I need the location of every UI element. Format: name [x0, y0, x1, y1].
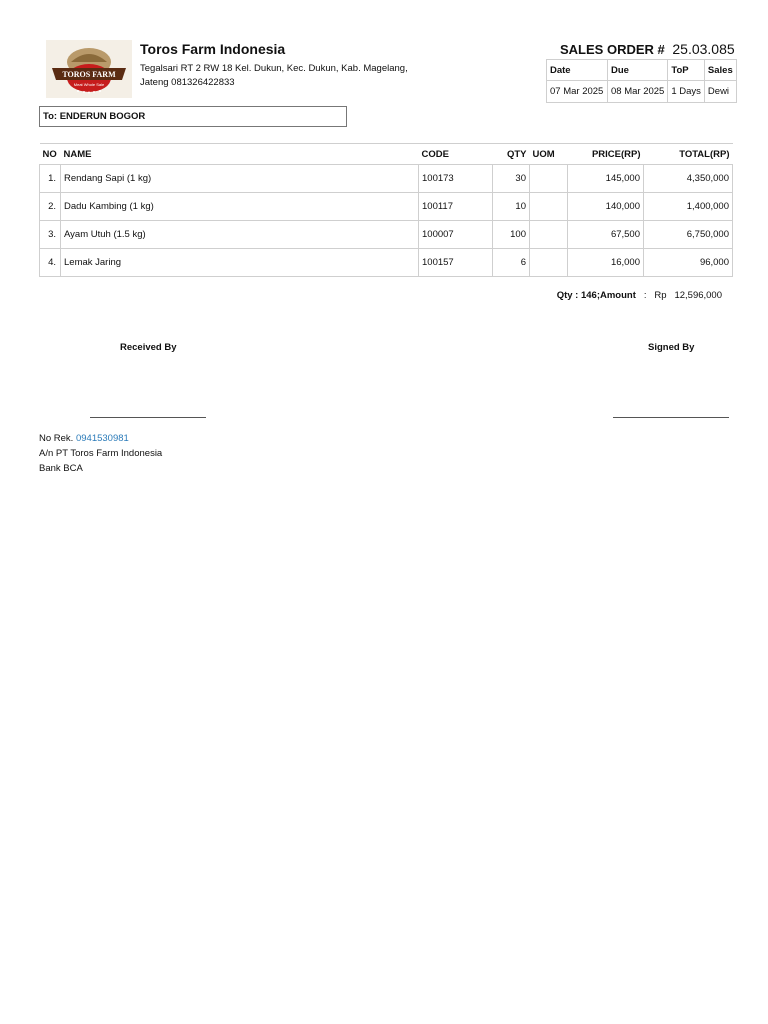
total-header: TOTAL(RP): [644, 144, 733, 165]
row-qty: 10: [493, 193, 530, 221]
company-name: Toros Farm Indonesia: [140, 41, 286, 57]
received-signature-line: [90, 417, 206, 418]
recipient-name: ENDERUN BOGOR: [59, 111, 146, 122]
row-total: 1,400,000: [644, 193, 733, 221]
logo-text-main: TOROS FARM: [62, 70, 116, 79]
row-uom: [530, 249, 568, 277]
date-value: 07 Mar 2025: [547, 81, 608, 103]
date-header: Date: [547, 60, 608, 81]
due-value: 08 Mar 2025: [608, 81, 668, 103]
row-total: 6,750,000: [644, 221, 733, 249]
table-row: [40, 249, 733, 277]
summary-amount: 12,596,000: [674, 290, 722, 301]
row-name: Ayam Utuh (1.5 kg): [61, 221, 419, 249]
items-table: [39, 143, 733, 277]
row-name: Rendang Sapi (1 kg): [61, 165, 419, 193]
table-row: [40, 193, 733, 221]
order-info-table: [546, 59, 737, 103]
row-qty: 6: [493, 249, 530, 277]
row-qty: 100: [493, 221, 530, 249]
row-no: 2.: [40, 193, 61, 221]
company-logo: [46, 40, 132, 98]
row-uom: [530, 221, 568, 249]
items-header-row: [40, 144, 733, 165]
code-header: CODE: [419, 144, 493, 165]
sales-order-number: 25.03.085: [672, 41, 735, 57]
row-price: 145,000: [568, 165, 644, 193]
top-header: ToP: [668, 60, 705, 81]
account-name: A/n PT Toros Farm Indonesia: [39, 448, 163, 459]
qty-amount-label: Qty : 146;Amount: [556, 290, 636, 301]
order-summary: [557, 290, 722, 301]
row-name: Lemak Jaring: [61, 249, 419, 277]
row-code: 100173: [419, 165, 493, 193]
table-row: [40, 165, 733, 193]
account-number-line: [39, 431, 162, 446]
row-no: 1.: [40, 165, 61, 193]
row-name: Dadu Kambing (1 kg): [61, 193, 419, 221]
signed-signature-line: [613, 417, 729, 418]
row-no: 3.: [40, 221, 61, 249]
row-code: 100007: [419, 221, 493, 249]
row-uom: [530, 165, 568, 193]
received-by-label: Received By: [120, 342, 177, 353]
bank-info: [39, 431, 162, 476]
summary-currency: Rp: [654, 290, 667, 301]
price-header: PRICE(RP): [568, 144, 644, 165]
signed-by-label: Signed By: [648, 342, 695, 353]
bank-name: Bank BCA: [39, 463, 83, 474]
to-label: To:: [43, 111, 58, 122]
sales-order-heading: [560, 41, 735, 57]
row-price: 140,000: [568, 193, 644, 221]
company-address: Tegalsari RT 2 RW 18 Kel. Dukun, Kec. Dukun, Kab. Magelang, Jateng 081326422833: [140, 63, 408, 88]
row-qty: 30: [493, 165, 530, 193]
row-uom: [530, 193, 568, 221]
no-header: NO: [40, 144, 61, 165]
recipient-box: [39, 106, 347, 127]
qty-header: QTY: [493, 144, 530, 165]
account-number[interactable]: 0941530981: [75, 433, 129, 444]
row-price: 67,500: [568, 221, 644, 249]
logo-text-sub: Meat Whole Sale: [73, 82, 105, 87]
row-price: 16,000: [568, 249, 644, 277]
row-code: 100117: [419, 193, 493, 221]
sales-value: Dewi: [704, 81, 736, 103]
top-value: 1 Days: [668, 81, 705, 103]
summary-separator: :: [643, 290, 647, 301]
sales-header: Sales: [704, 60, 736, 81]
row-total: 96,000: [644, 249, 733, 277]
due-header: Due: [608, 60, 668, 81]
uom-header: UOM: [530, 144, 568, 165]
row-code: 100157: [419, 249, 493, 277]
sales-order-label: SALES ORDER #: [560, 42, 665, 57]
table-row: [40, 221, 733, 249]
row-total: 4,350,000: [644, 165, 733, 193]
account-number-label: No Rek.: [39, 433, 74, 444]
name-header: NAME: [61, 144, 419, 165]
row-no: 4.: [40, 249, 61, 277]
